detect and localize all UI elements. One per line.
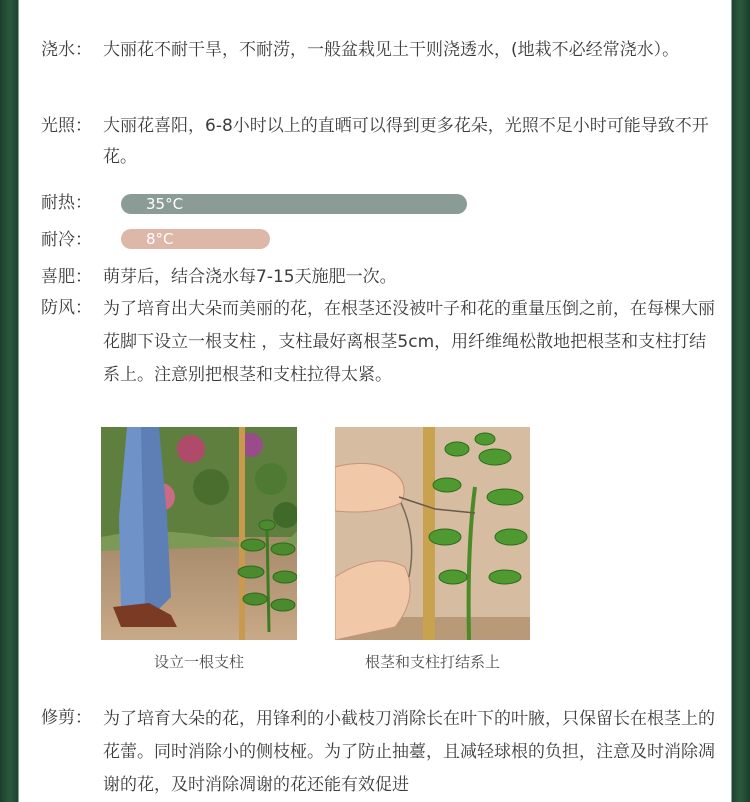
tying-stem-caption: 根茎和支柱打结系上 — [364, 653, 500, 671]
pruning-label: 修剪： — [41, 708, 92, 728]
cold-tolerance-bar — [121, 229, 270, 249]
fertilizer-label: 喜肥： — [41, 267, 92, 287]
tying-stem-illustration — [335, 427, 530, 640]
pruning-text: 为了培育大朵的花，用锋利的小截枝刀消除长在叶下的叶腋，只保留长在根茎上的花蕾。同时消除小的侧枝桠。为了防止抽薹，且减轻球根的负担，注意及时消除凋谢的花，及时消除凋谢的花还能有效促进 — [103, 709, 715, 795]
heat-value: 35°C — [146, 195, 184, 213]
heat-label: 耐热： — [41, 193, 92, 213]
cold-value: 8°C — [146, 230, 174, 248]
heat-tolerance-bar — [121, 194, 467, 214]
cold-label: 耐冷： — [41, 230, 92, 250]
watering-label: 浇水： — [41, 40, 92, 60]
wind-label: 防风： — [41, 298, 92, 318]
light-label: 光照： — [41, 116, 92, 136]
watering-text: 大丽花不耐干旱，不耐涝，一般盆栽见土干则浇透水，(地栽不必经常浇水）。 — [103, 40, 680, 60]
fertilizer-text: 萌芽后，结合浇水每7-15天施肥一次。 — [103, 267, 397, 287]
stake-planting-illustration — [101, 427, 297, 640]
stake-planting-caption: 设立一根支柱 — [153, 653, 244, 671]
wind-text: 为了培育出大朵而美丽的花，在根茎还没被叶子和花的重量压倒之前，在每棵大丽花脚下设立一根支柱 ，支柱最好离根茎5cm，用纤维绳松散地把根茎和支柱打结系上。注意别把根茎和支柱拉得太紧。 — [103, 299, 715, 385]
care-guide-card — [19, 0, 731, 795]
light-text: 大丽花喜阳，6-8小时以上的直晒可以得到更多花朵，光照不足小时可能导致不开花。 — [103, 116, 709, 167]
